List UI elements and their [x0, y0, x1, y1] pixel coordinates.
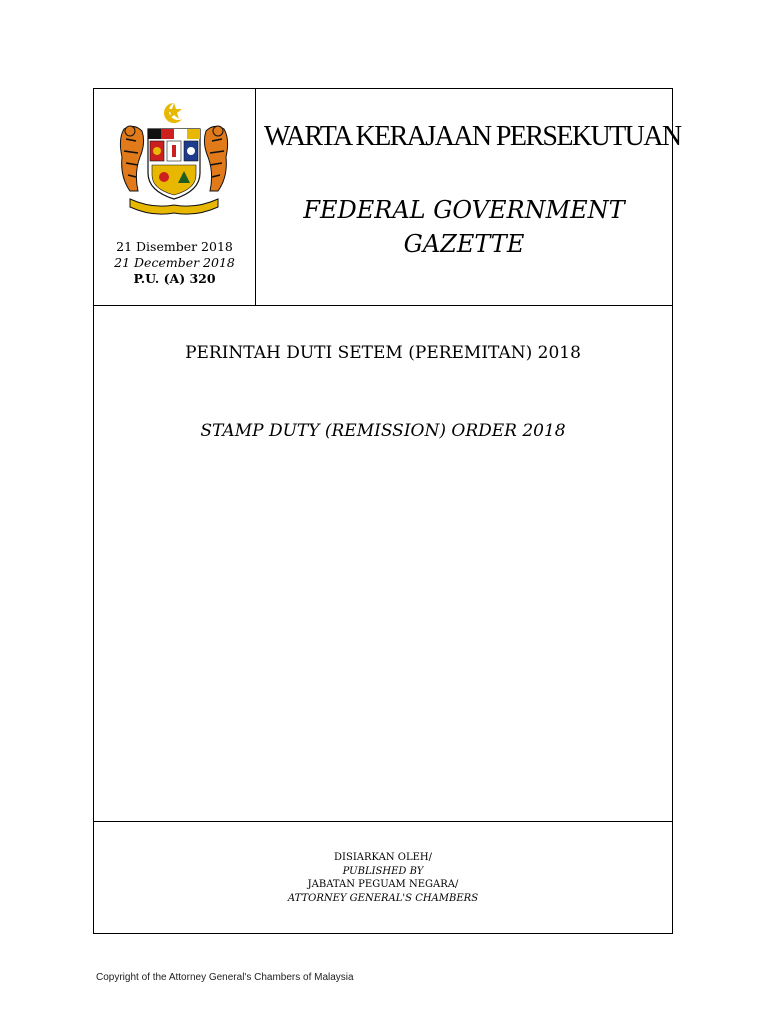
publisher-name-en: ATTORNEY GENERAL'S CHAMBERS: [287, 892, 479, 904]
order-section: [94, 305, 672, 822]
publisher-name-ms: JABATAN PEGUAM NEGARA/: [307, 879, 459, 890]
order-title-ms: PERINTAH DUTI SETEM (PEREMITAN) 2018: [185, 343, 581, 363]
issue-date-ms: 21 Disember 2018: [116, 239, 233, 254]
gazette-cover-frame: [93, 88, 681, 934]
pu-number: P.U. (A) 320: [133, 271, 216, 286]
crest-cell: [94, 89, 256, 305]
malaysia-coat-of-arms-icon: [112, 99, 236, 223]
published-by-label-ms: DISIARKAN OLEH/: [334, 852, 432, 863]
issue-date-en: 21 December 2018: [114, 255, 235, 270]
gazette-title-en-line1: FEDERAL GOVERNMENT: [303, 196, 625, 224]
gazette-title-ms: WARTA KERAJAAN PERSEKUTUAN: [264, 121, 681, 152]
gazette-title-en: [256, 193, 672, 261]
gazette-title-en-line2: GAZETTE: [403, 230, 525, 258]
publisher-lines: [94, 851, 672, 905]
gazette-title-cell: [256, 89, 681, 305]
order-title-en: STAMP DUTY (REMISSION) ORDER 2018: [200, 421, 566, 441]
gazette-header: [94, 89, 681, 306]
published-by-label-en: PUBLISHED BY: [342, 865, 424, 877]
copyright-notice: Copyright of the Attorney General's Chambers of Malaysia: [96, 972, 354, 983]
issue-dates: [94, 239, 255, 287]
publisher-section: [94, 821, 672, 933]
